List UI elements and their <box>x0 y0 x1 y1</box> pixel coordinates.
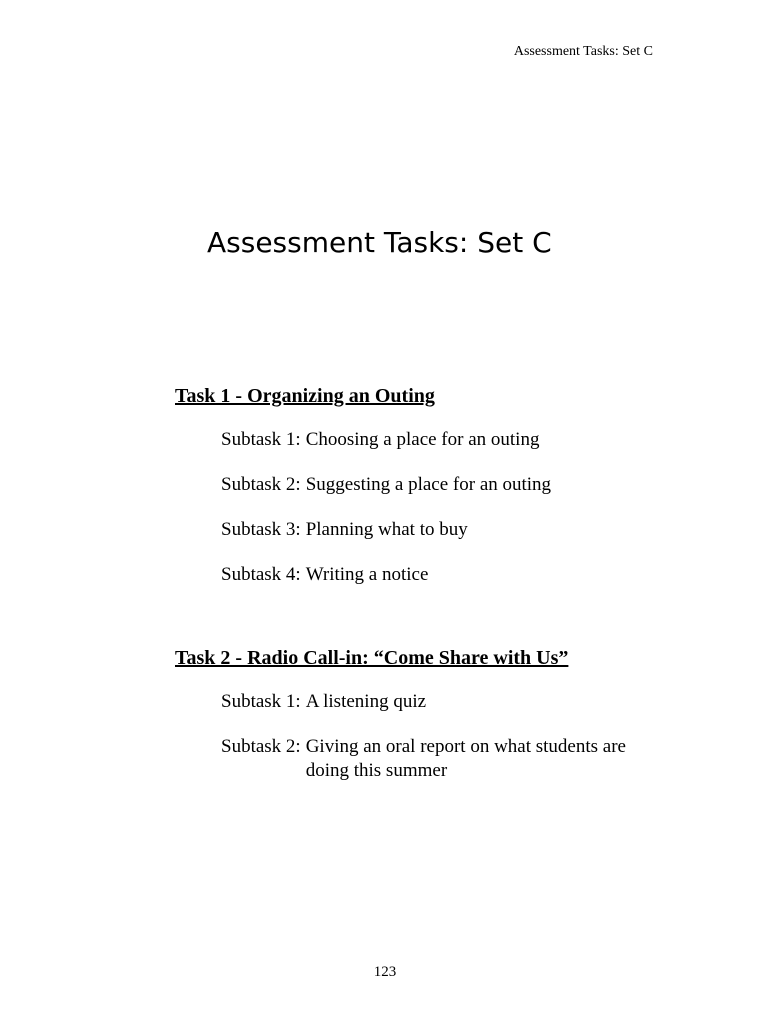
task-1-section <box>175 384 695 608</box>
page-number: 123 <box>373 964 397 980</box>
page-title: Assessment Tasks: Set C <box>207 226 552 259</box>
subtask-label: Subtask 1: <box>221 691 301 712</box>
task-2-section <box>175 646 695 804</box>
running-header: Assessment Tasks: Set C <box>513 44 653 59</box>
task-1-subtask-4 <box>221 563 695 587</box>
subtask-label: Subtask 2: <box>221 736 301 757</box>
subtask-text: Planning what to buy <box>305 519 468 540</box>
task-2-heading: Task 2 - Radio Call-in: “Come Share with Us” <box>175 647 569 669</box>
task-1-subtask-1 <box>221 428 695 452</box>
subtask-text: A listening quiz <box>305 691 427 712</box>
task-2-subtask-2 <box>221 735 695 783</box>
task-1-heading: Task 1 - Organizing an Outing <box>175 385 435 407</box>
subtask-text: Suggesting a place for an outing <box>305 474 552 495</box>
task-2-subtask-1 <box>221 690 695 714</box>
task-1-subtask-2 <box>221 473 695 497</box>
subtask-label: Subtask 3: <box>221 519 301 540</box>
subtask-text: Giving an oral report on what students are doing this summer <box>305 736 626 781</box>
subtask-text: Writing a notice <box>305 564 429 585</box>
subtask-label: Subtask 2: <box>221 474 301 495</box>
task-1-subtask-3 <box>221 518 695 542</box>
subtask-label: Subtask 4: <box>221 564 301 585</box>
subtask-text: Choosing a place for an outing <box>305 429 540 450</box>
subtask-label: Subtask 1: <box>221 429 301 450</box>
